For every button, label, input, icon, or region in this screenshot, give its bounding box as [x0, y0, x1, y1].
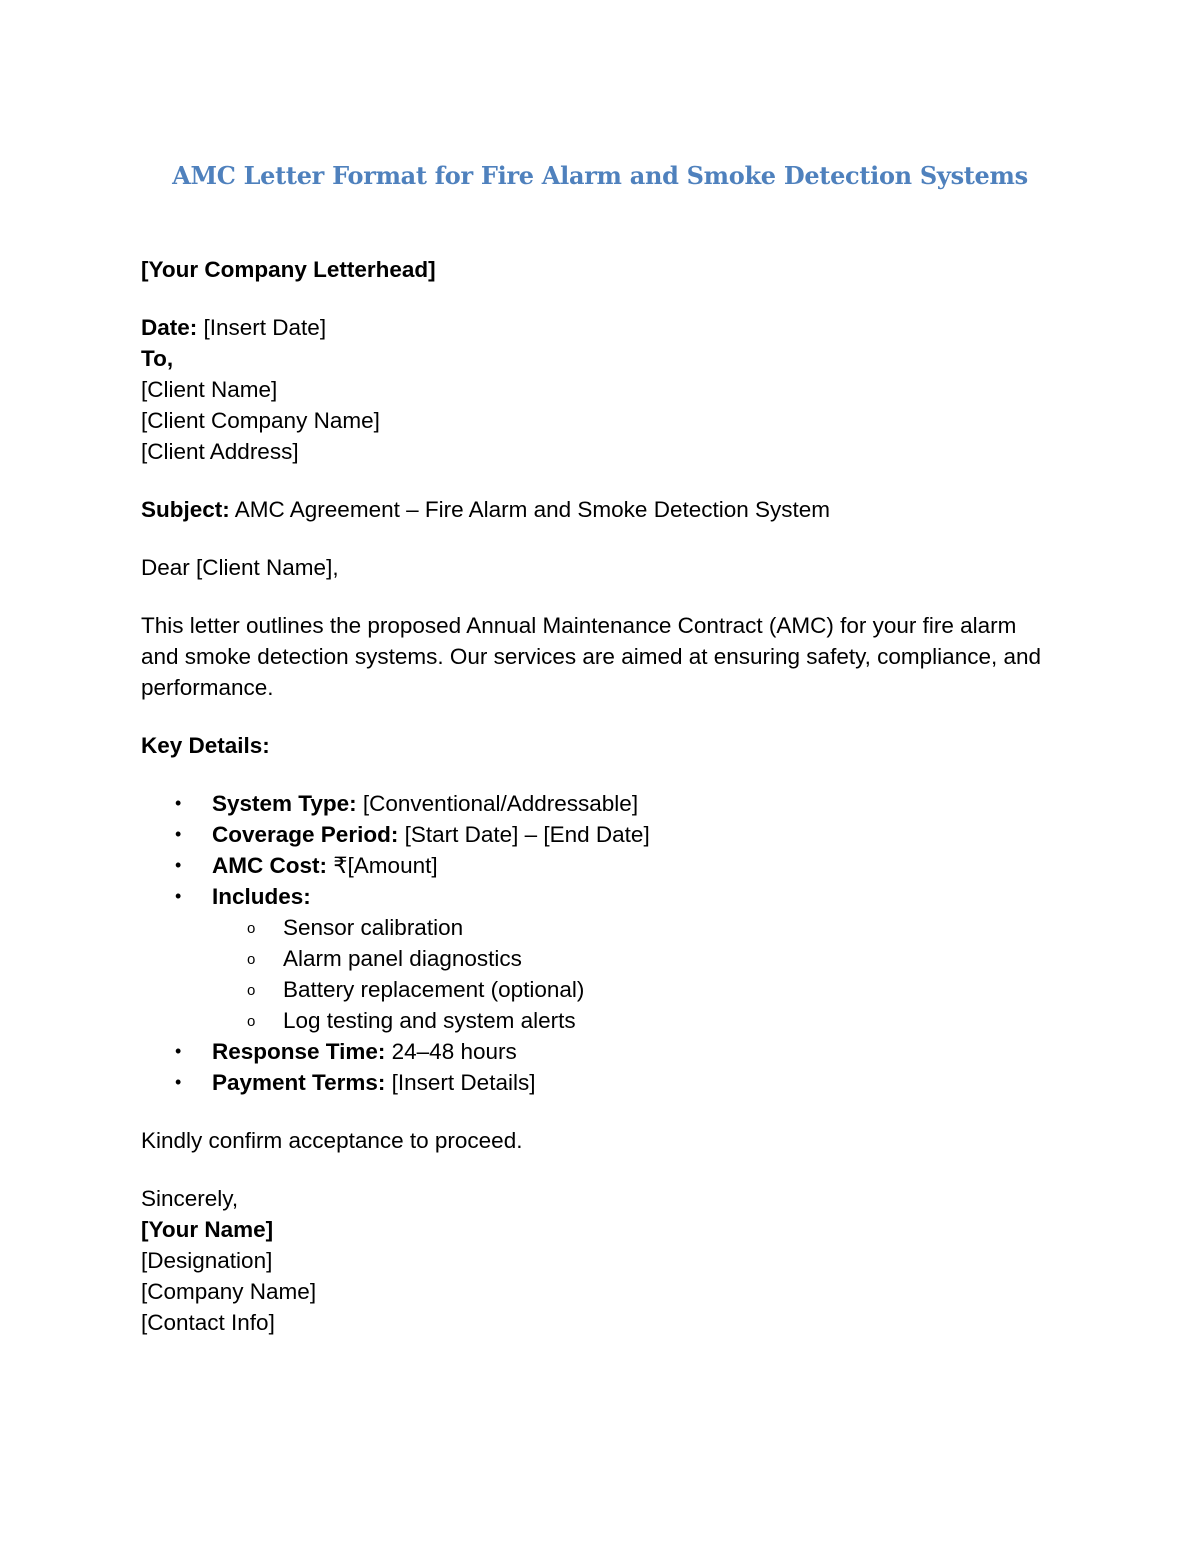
sub-bullet-icon: o — [247, 1013, 256, 1030]
date-label: Date: — [141, 315, 198, 340]
key-details-heading: Key Details: — [141, 733, 270, 758]
signature-company: [Company Name] — [141, 1279, 317, 1304]
include-text: Sensor calibration — [283, 915, 464, 940]
salutation: Dear [Client Name], — [141, 555, 339, 580]
bullet-icon: • — [175, 1072, 182, 1092]
bullet-icon: • — [175, 824, 182, 844]
subject-line — [141, 494, 1041, 525]
sub-bullet-icon: o — [247, 951, 256, 968]
subject-value: AMC Agreement – Fire Alarm and Smoke Detection System — [229, 497, 831, 522]
detail-label: Coverage Period: — [212, 822, 399, 847]
detail-item-coverage-period — [141, 819, 1041, 850]
include-item — [212, 974, 1041, 1005]
include-text: Battery replacement (optional) — [283, 977, 585, 1002]
sub-bullet-icon: o — [247, 982, 256, 999]
bullet-icon: • — [175, 886, 182, 906]
bullet-icon: • — [175, 855, 182, 875]
date-value: [Insert Date] — [197, 315, 327, 340]
signature-contact: [Contact Info] — [141, 1310, 275, 1335]
include-item — [212, 943, 1041, 974]
letter-body — [141, 254, 1041, 1338]
detail-label: Response Time: — [212, 1039, 386, 1064]
detail-label: Payment Terms: — [212, 1070, 386, 1095]
include-item — [212, 912, 1041, 943]
client-name: [Client Name] — [141, 377, 278, 402]
detail-value: [Start Date] – [End Date] — [398, 822, 650, 847]
client-address: [Client Address] — [141, 439, 299, 464]
key-details-list — [141, 788, 1041, 1098]
letterhead: [Your Company Letterhead] — [141, 257, 436, 282]
detail-item-amc-cost — [141, 850, 1041, 881]
include-item — [212, 1005, 1041, 1036]
detail-value: [Insert Details] — [385, 1070, 536, 1095]
bullet-icon: • — [175, 793, 182, 813]
detail-item-response-time — [141, 1036, 1041, 1067]
detail-value: [Conventional/Addressable] — [356, 791, 639, 816]
intro-paragraph: This letter outlines the proposed Annual Maintenance Contract (AMC) for your fire alarm and smoke detection systems. Our services are aimed at ensuring safety, compliance, and performance. — [141, 613, 1042, 700]
client-company: [Client Company Name] — [141, 408, 380, 433]
sub-bullet-icon: o — [247, 920, 256, 937]
detail-item-payment-terms — [141, 1067, 1041, 1098]
includes-list — [212, 912, 1041, 1036]
detail-label: Includes: — [212, 884, 311, 909]
signature-name: [Your Name] — [141, 1217, 274, 1242]
signature-designation: [Designation] — [141, 1248, 273, 1273]
detail-value: ₹[Amount] — [326, 853, 438, 878]
document-title: AMC Letter Format for Fire Alarm and Smoke Detection Systems — [172, 161, 1028, 190]
detail-label: System Type: — [212, 791, 357, 816]
detail-item-system-type — [141, 788, 1041, 819]
include-text: Log testing and system alerts — [283, 1008, 576, 1033]
include-text: Alarm panel diagnostics — [283, 946, 522, 971]
to-label: To, — [141, 346, 174, 371]
sign-off: Sincerely, — [141, 1186, 239, 1211]
closing-request: Kindly confirm acceptance to proceed. — [141, 1128, 523, 1153]
subject-label: Subject: — [141, 497, 230, 522]
date-line — [141, 312, 1041, 343]
detail-item-includes — [141, 881, 1041, 1036]
detail-label: AMC Cost: — [212, 853, 327, 878]
detail-value: 24–48 hours — [385, 1039, 517, 1064]
bullet-icon: • — [175, 1041, 182, 1061]
